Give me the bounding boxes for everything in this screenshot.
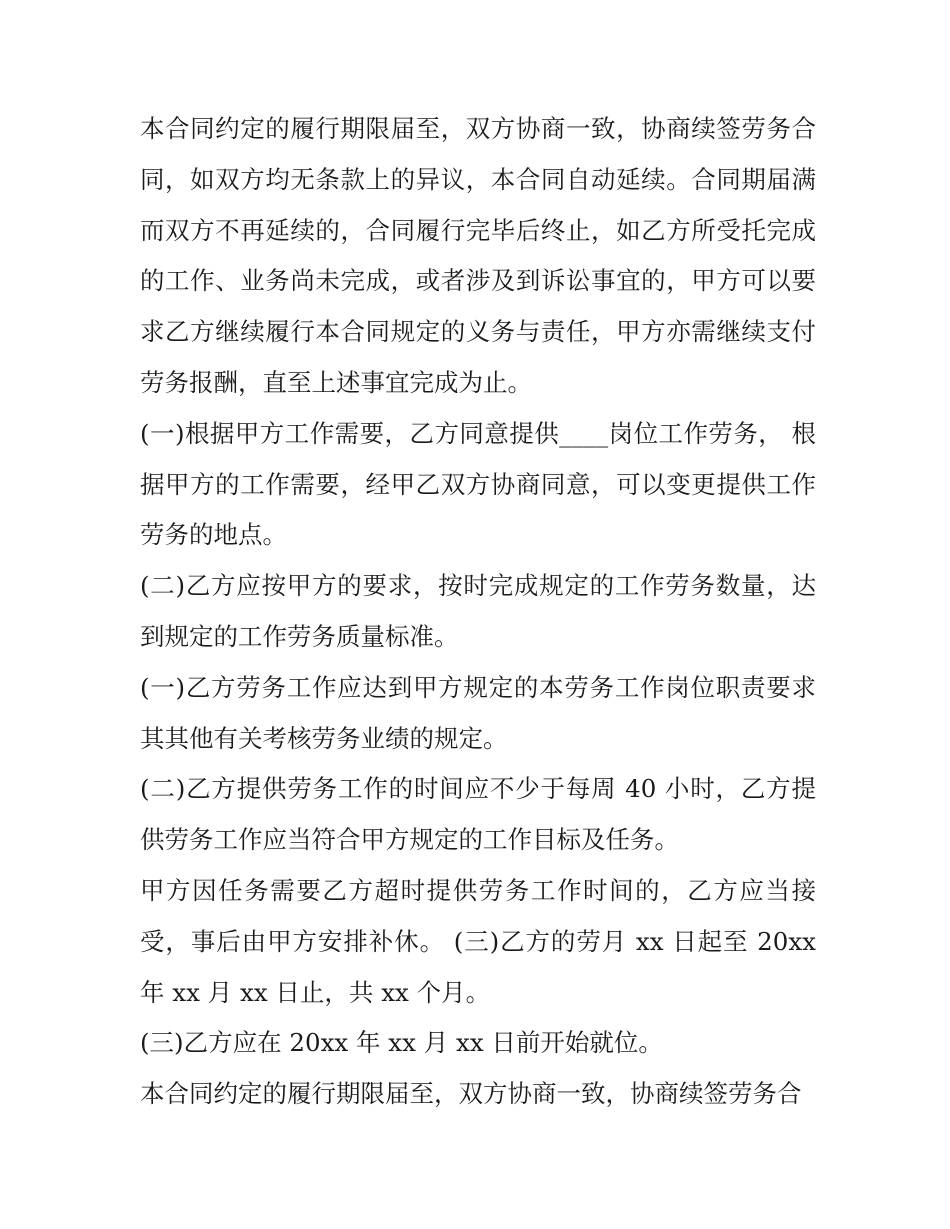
- paragraph-position-assignment: (一)根据甲方工作需要，乙方同意提供____岗位工作劳务， 根据甲方的工作需要，经甲乙双方协商同意，可以变更提供工作劳务的地点。: [140, 418, 816, 550]
- paragraph-overtime-term: 甲方因任务需要乙方超时提供劳务工作时间的，乙方应当接受，事后由甲方安排补休。 (三)乙方的劳月 xx 日起至 20xx 年 xx 月 xx 日止，共 xx 个月。: [140, 875, 816, 1007]
- paragraph-job-duties: (一)乙方劳务工作应达到甲方规定的本劳务工作岗位职责要求其其他有关考核劳务业绩的规定。: [140, 672, 816, 753]
- paragraph-quantity-quality: (二)乙方应按甲方的要求，按时完成规定的工作劳务数量，达到规定的工作劳务质量标准。: [140, 571, 816, 651]
- paragraph-start-date: (三)乙方应在 20xx 年 xx 月 xx 日前开始就位。: [140, 1028, 663, 1058]
- paragraph-renewal-terms: 本合同约定的履行期限届至，双方协商一致，协商续签劳务合同，如双方均无条款上的异议，本合同自动延续。合同期届满而双方不再延续的，合同履行完毕后终止，如乙方所受托完成的工作、业务尚未完成，或者涉及到诉讼事宜的，甲方可以要求乙方继续履行本合同规定的义务与责任，甲方亦需继续支付劳务报酬，直至上述事宜完成为止。: [140, 114, 816, 397]
- document-body: [140, 104, 816, 1120]
- paragraph-working-hours: (二)乙方提供劳务工作的时间应不少于每周 40 小时，乙方提供劳务工作应当符合甲方规定的工作目标及任务。: [140, 774, 816, 855]
- paragraph-renewal-repeat: 本合同约定的履行期限届至，双方协商一致，协商续签劳务合: [140, 1079, 802, 1109]
